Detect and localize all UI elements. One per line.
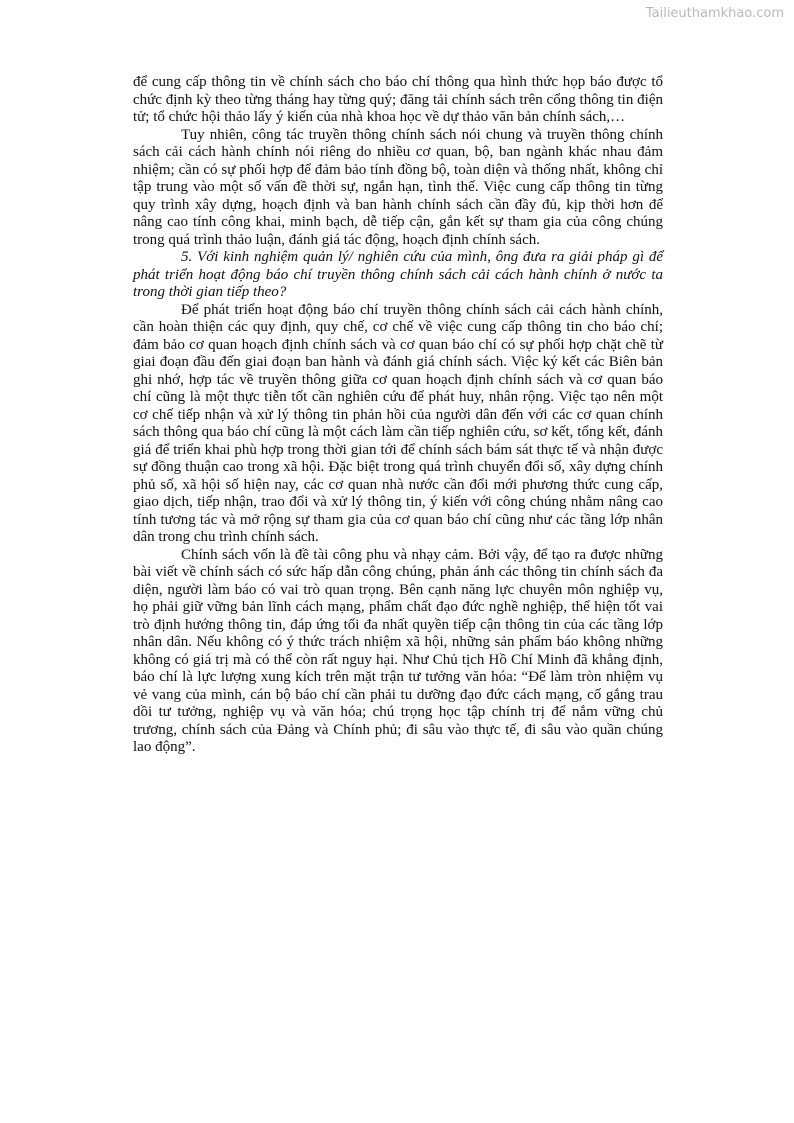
document-body	[133, 74, 663, 757]
interview-question-5: 5. Với kinh nghiệm quản lý/ nghiên cứu của mình, ông đưa ra giải pháp gì để phát triển hoạt động báo chí truyền thông chính sách cải cách hành chính ở nước ta trong thời gian tiếp theo?	[133, 249, 663, 300]
paragraph-coordination: Tuy nhiên, công tác truyền thông chính sách nói chung và truyền thông chính sách cải cách hành chính nói riêng do nhiều cơ quan, bộ, ban ngành khác nhau đảm nhiệm; cần có sự phối hợp để đảm bảo tính đồng bộ, toàn diện và thống nhất, không chỉ tập trung vào một số vấn đề thời sự, ngắn hạn, tình thế. Việc cung cấp thông tin từng quy trình xây dựng, hoạch định và ban hành chính sách cần đầy đủ, kịp thời hơn để nâng cao tính công khai, minh bạch, dễ tiếp cận, gắn kết sự tham gia của công chúng trong quá trình thảo luận, đánh giá tác động, hoạch định chính sách.	[133, 126, 663, 248]
paragraph-solutions: Để phát triển hoạt động báo chí truyền thông chính sách cải cách hành chính, cần hoàn thiện các quy định, quy chế, cơ chế về việc cung cấp thông tin cho báo chí; đảm bảo cơ quan hoạch định chính sách và cơ quan báo chí có sự phối hợp chặt chẽ từ giai đoạn đầu đến giai đoạn ban hành và đánh giá chính sách. Việc ký kết các Biên bản ghi nhớ, hợp tác về truyền thông giữa cơ quan hoạch định chính sách và cơ quan báo chí cũng là một thực tiễn tốt cần nghiên cứu để phát huy, nhân rộng. Việc tạo nên một cơ chế tiếp nhận và xử lý thông tin phản hồi của người dân đến với các cơ quan chính sách thông qua báo chí cũng là một cách làm cần tiếp nghiên cứu, sơ kết, tổng kết, đánh giá để triển khai phù hợp trong thời gian tới để chính sách bám sát thực tế và nhận được sự đồng thuận cao trong xã hội. Đặc biệt trong quá trình chuyển đổi số, xây dựng chính phủ số, xã hội số hiện nay, các cơ quan nhà nước cần đổi mới phương thức cung cấp, giao dịch, tiếp nhận, trao đổi và xử lý thông tin, ý kiến với công chúng nhằm nâng cao tính tương tác và mở rộng sự tham gia của cơ quan báo chí cũng như các tầng lớp nhân dân trong chu trình chính sách.	[133, 301, 663, 545]
watermark-text: Tailieuthamkhao.com	[645, 6, 784, 21]
paragraph-continuation: để cung cấp thông tin về chính sách cho báo chí thông qua hình thức họp báo được tổ chức định kỳ theo từng tháng hay từng quý; đăng tải chính sách trên cổng thông tin điện tử; tổ chức hội thảo lấy ý kiến của nhà khoa học về dự thảo văn bản chính sách,…	[133, 74, 663, 125]
paragraph-journalists-role: Chính sách vốn là đề tài công phu và nhạy cảm. Bởi vậy, để tạo ra được những bài viết về chính sách có sức hấp dẫn công chúng, phản ánh các thông tin chính sách đa diện, người làm báo có vai trò quan trọng. Bên cạnh năng lực chuyên môn nghiệp vụ, họ phải giữ vững bản lĩnh cách mạng, phẩm chất đạo đức nghề nghiệp, thể hiện tốt vai trò định hướng thông tin, đáp ứng tối đa nhất quyền tiếp cận thông tin của các tầng lớp nhân dân. Nếu không có ý thức trách nhiệm xã hội, những sản phẩm báo không những không có giá trị mà có thể còn rất nguy hại. Như Chủ tịch Hồ Chí Minh đã khẳng định, báo chí là lực lượng xung kích trên mặt trận tư tưởng văn hóa: “Để làm tròn nhiệm vụ vẻ vang của mình, cán bộ báo chí cần phải tu dưỡng đạo đức cách mạng, cố gắng trau dồi tư tưởng, nghiệp vụ và văn hóa; chú trọng học tập chính trị để nắm vững chủ trương, chính sách của Đảng và Chính phủ; đi sâu vào thực tế, đi sâu vào quần chúng lao động”.	[133, 546, 663, 755]
